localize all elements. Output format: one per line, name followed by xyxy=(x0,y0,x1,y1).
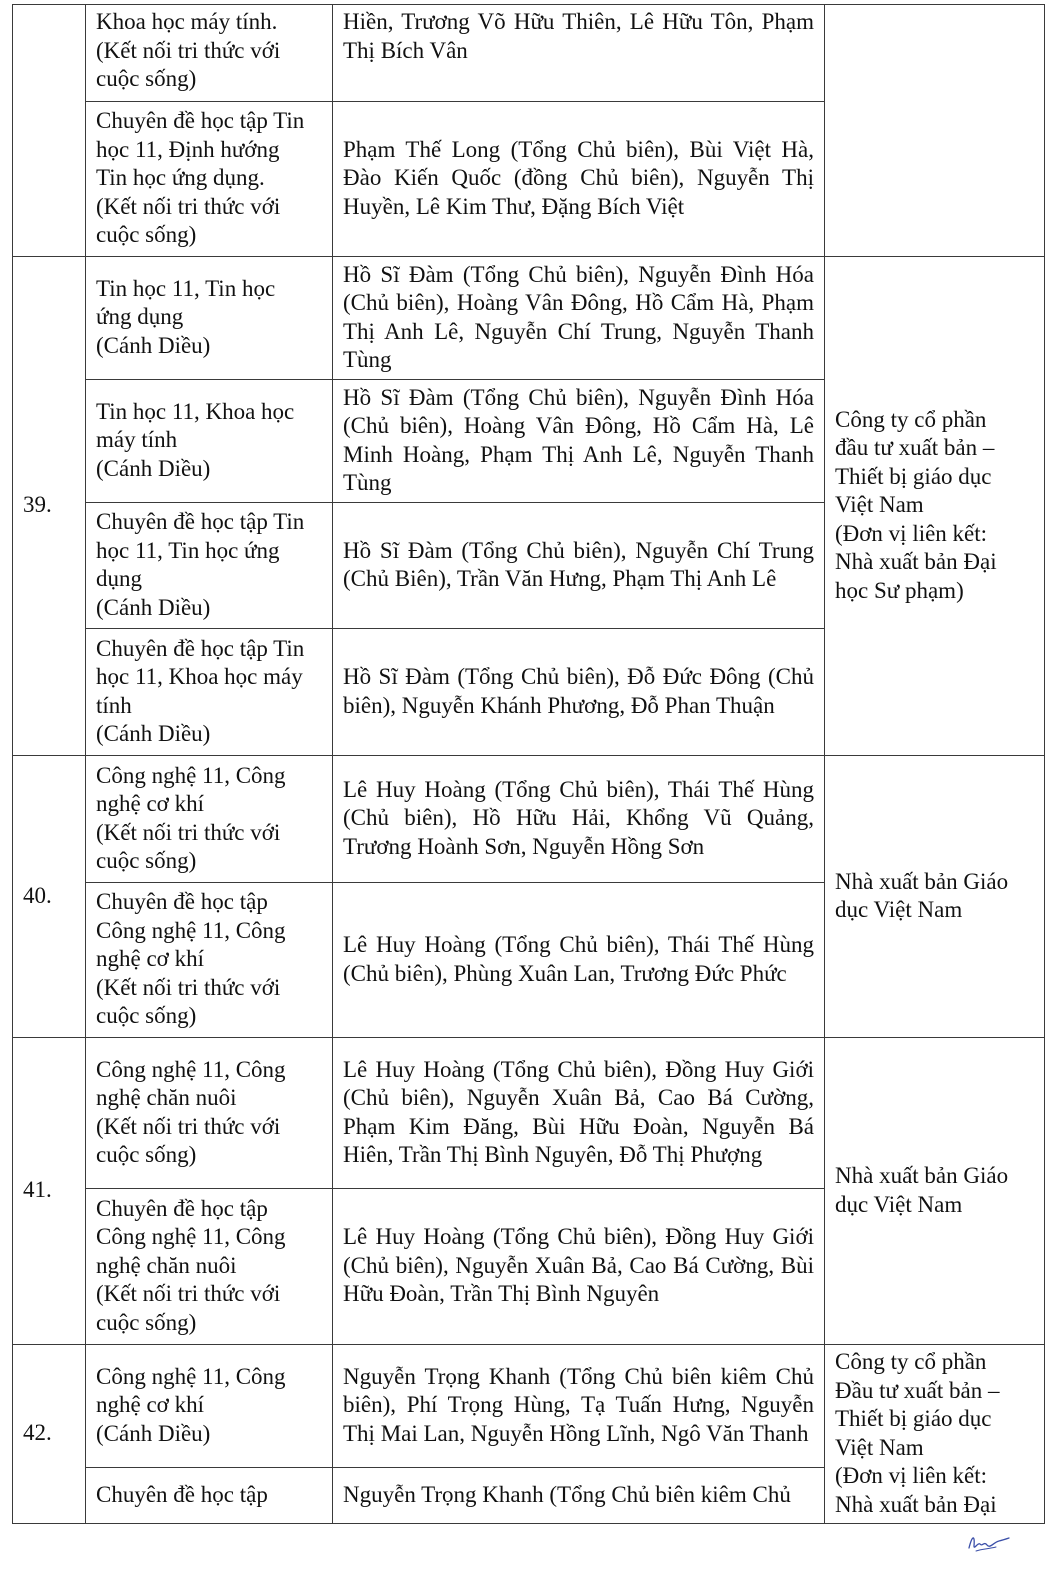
publisher-cell xyxy=(825,5,1045,257)
entry-number: 40. xyxy=(13,756,86,1038)
authors-cell: Hồ Sĩ Đàm (Tổng Chủ biên), Đỗ Đức Đông (Chủ biên), Nguyễn Khánh Phương, Đỗ Phan Thuận xyxy=(333,629,825,756)
signature-icon xyxy=(966,1530,1010,1556)
book-title-cell: Công nghệ 11, Công nghệ cơ khí (Kết nối tri thức với cuộc sống) xyxy=(86,756,333,883)
authors-cell: Lê Huy Hoàng (Tổng Chủ biên), Thái Thế Hùng (Chủ biên), Hồ Hữu Hải, Khổng Vũ Quảng, Trương Hoành Sơn, Nguyễn Hồng Sơn xyxy=(333,756,825,883)
authors-cell: Nguyễn Trọng Khanh (Tổng Chủ biên kiêm Chủ biên), Phí Trọng Hùng, Tạ Tuấn Hưng, Nguyễn Thị Mai Lan, Nguyễn Hồng Lĩnh, Ngô Văn Thanh xyxy=(333,1345,825,1468)
table-row xyxy=(13,1345,1045,1468)
publisher-cell: Công ty cổ phần Đầu tư xuất bản – Thiết bị giáo dục Việt Nam (Đơn vị liên kết: Nhà xuất bản Đại xyxy=(825,1345,1045,1524)
table-row xyxy=(13,5,1045,102)
table-row xyxy=(13,257,1045,380)
table-row xyxy=(13,1038,1045,1189)
authors-cell: Hồ Sĩ Đàm (Tổng Chủ biên), Nguyễn Chí Trung (Chủ Biên), Trần Văn Hưng, Phạm Thị Anh Lê xyxy=(333,503,825,629)
entry-number-cell xyxy=(13,5,86,257)
book-title-cell: Chuyên đề học tập Công nghệ 11, Công nghệ chăn nuôi (Kết nối tri thức với cuộc sống) xyxy=(86,1189,333,1345)
publisher-cell: Nhà xuất bản Giáo dục Việt Nam xyxy=(825,756,1045,1038)
authors-cell: Hồ Sĩ Đàm (Tổng Chủ biên), Nguyễn Đình Hóa (Chủ biên), Hoàng Vân Đông, Hồ Cẩm Hà, Lê Minh Hoàng, Phạm Thị Anh Lê, Nguyễn Thanh Tùng xyxy=(333,380,825,503)
entry-number: 42. xyxy=(13,1345,86,1524)
authors-cell: Nguyễn Trọng Khanh (Tổng Chủ biên kiêm Chủ xyxy=(333,1468,825,1524)
authors-cell: Lê Huy Hoàng (Tổng Chủ biên), Đồng Huy Giới (Chủ biên), Nguyễn Xuân Bả, Cao Bá Cường, Bùi Hữu Đoàn, Trần Thị Bình Nguyên xyxy=(333,1189,825,1345)
book-title-cell: Chuyên đề học tập Công nghệ 11, Công nghệ cơ khí (Kết nối tri thức với cuộc sống) xyxy=(86,883,333,1038)
book-title-cell: Công nghệ 11, Công nghệ cơ khí (Cánh Diều) xyxy=(86,1345,333,1468)
authors-cell: Lê Huy Hoàng (Tổng Chủ biên), Đồng Huy Giới (Chủ biên), Nguyễn Xuân Bả, Cao Bá Cường, Phạm Kim Đăng, Bùi Hữu Đoàn, Nguyễn Bá Hiên, Trần Thị Bình Nguyên, Đỗ Thị Phượng xyxy=(333,1038,825,1189)
book-title-cell: Chuyên đề học tập xyxy=(86,1468,333,1524)
book-title-cell: Chuyên đề học tập Tin học 11, Tin học ứng dụng (Cánh Diều) xyxy=(86,503,333,629)
textbook-table xyxy=(12,4,1045,1524)
book-title-cell: Công nghệ 11, Công nghệ chăn nuôi (Kết nối tri thức với cuộc sống) xyxy=(86,1038,333,1189)
book-title-cell: Tin học 11, Khoa học máy tính (Cánh Diều) xyxy=(86,380,333,503)
book-title-cell: Tin học 11, Tin học ứng dụng (Cánh Diều) xyxy=(86,257,333,380)
authors-cell: Lê Huy Hoàng (Tổng Chủ biên), Thái Thế Hùng (Chủ biên), Phùng Xuân Lan, Trương Đức Phức xyxy=(333,883,825,1038)
authors-cell: Hồ Sĩ Đàm (Tổng Chủ biên), Nguyễn Đình Hóa (Chủ biên), Hoàng Vân Đông, Hồ Cẩm Hà, Phạm Thị Anh Lê, Nguyễn Chí Trung, Nguyễn Thanh Tùng xyxy=(333,257,825,380)
authors-cell: Hiền, Trương Võ Hữu Thiên, Lê Hữu Tôn, Phạm Thị Bích Vân xyxy=(333,5,825,102)
publisher-cell: Nhà xuất bản Giáo dục Việt Nam xyxy=(825,1038,1045,1345)
authors-cell: Phạm Thế Long (Tổng Chủ biên), Bùi Việt Hà, Đào Kiến Quốc (đồng Chủ biên), Nguyễn Thị Huyền, Lê Kim Thư, Đặng Bích Việt xyxy=(333,102,825,257)
book-title-cell: Chuyên đề học tập Tin học 11, Khoa học máy tính (Cánh Diều) xyxy=(86,629,333,756)
entry-number: 39. xyxy=(13,257,86,756)
book-title-cell: Chuyên đề học tập Tin học 11, Định hướng Tin học ứng dụng. (Kết nối tri thức với cuộc sống) xyxy=(86,102,333,257)
entry-number: 41. xyxy=(13,1038,86,1345)
publisher-cell: Công ty cổ phần đầu tư xuất bản – Thiết bị giáo dục Việt Nam (Đơn vị liên kết: Nhà xuất bản Đại học Sư phạm) xyxy=(825,257,1045,756)
book-title-cell: Khoa học máy tính. (Kết nối tri thức với cuộc sống) xyxy=(86,5,333,102)
table-row xyxy=(13,756,1045,883)
